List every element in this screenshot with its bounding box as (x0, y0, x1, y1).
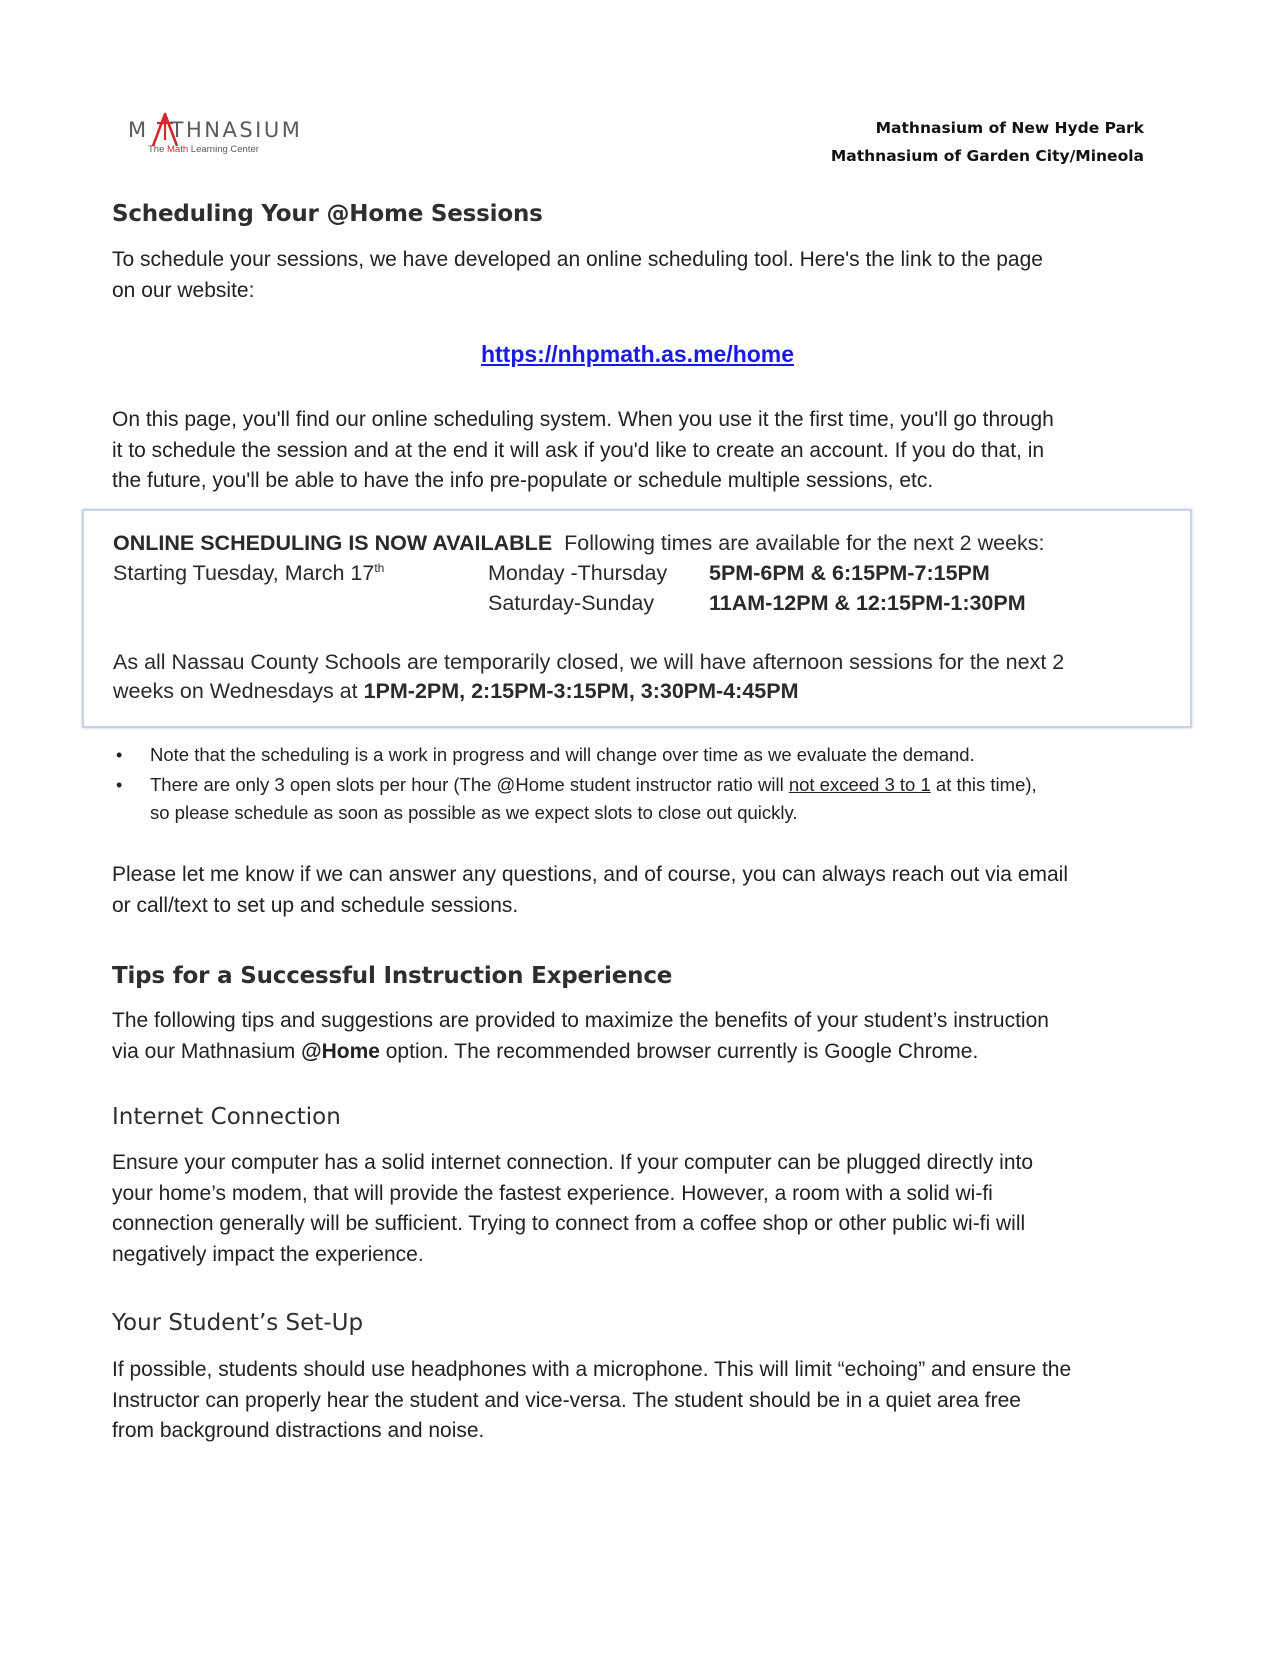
schedule-announcement-box (82, 509, 1192, 728)
section-title-tips: Tips for a Successful Instruction Experience (112, 963, 673, 989)
logo-tagline: The Math Learning Center (148, 144, 259, 155)
weekday-times: 5PM-6PM & 6:15PM-7:15PM (709, 561, 990, 585)
mathnasium-logo (128, 116, 303, 162)
intro-paragraph: To schedule your sessions, we have developed an online scheduling tool. Here's the link to the page on our website: (112, 248, 1043, 302)
bullet-icon: • (116, 745, 123, 765)
setup-paragraph: If possible, students should use headphones with a microphone. This will limit “echoing” and ensure the Instructor can properly hear the student and vice-versa. The student should be in a quiet area free from background distractions and noise. (112, 1358, 1072, 1442)
section-title-setup: Your Student’s Set-Up (112, 1310, 364, 1336)
section-title-internet: Internet Connection (112, 1104, 341, 1130)
schools-closed-note-line2: weeks on Wednesdays at 1PM-2PM, 2:15PM-3:15PM, 3:30PM-4:45PM (113, 679, 799, 703)
schedule-headline: ONLINE SCHEDULING IS NOW AVAILABLE Following times are available for the next 2 weeks: (113, 531, 1045, 555)
section-title-scheduling: Scheduling Your @Home Sessions (112, 201, 543, 227)
scheduling-link[interactable]: https://nhpmath.as.me/home (480, 341, 795, 367)
weekday-label: Monday -Thursday (488, 561, 668, 585)
organization-names (831, 114, 1144, 170)
weekend-label: Saturday-Sunday (488, 591, 655, 615)
link-line (0, 341, 1275, 368)
scheduling-system-paragraph: On this page, you'll find our online scheduling system. When you use it the first time, you'll go through it to schedule the session and at the end it will ask if you'd like to create an account. If you do that, in the future, you'll be able to have the info pre-populate or schedule multiple sessions, etc. (112, 408, 1054, 492)
closing-paragraph: Please let me know if we can answer any questions, and of course, you can always reach out via email or call/text to set up and schedule sessions. (112, 863, 1069, 917)
schools-closed-note-line1: As all Nassau County Schools are temporarily closed, we will have afternoon sessions for the next 2 (113, 650, 1065, 674)
internet-paragraph: Ensure your computer has a solid internet connection. If your computer can be plugged directly into your home’s modem, that will provide the fastest experience. However, a room with a solid wi-fi connection generally will be sufficient. Trying to connect from a coffee shop or other public wi-fi will negatively impact the experience. (112, 1151, 1034, 1266)
start-date: Starting Tuesday, March 17th (113, 561, 385, 586)
logo-wordmark-visible: M THNASIUM (128, 118, 303, 142)
bullet-icon: • (116, 775, 123, 795)
tips-paragraph: The following tips and suggestions are provided to maximize the benefits of your student’s instruction via our Mathnasium @Home option. The recommended browser currently is Google Chrome. (112, 1009, 1049, 1063)
org-line-2: Mathnasium of Garden City/Mineola (830, 147, 1144, 165)
weekend-times: 11AM-12PM & 12:15PM-1:30PM (709, 591, 1026, 615)
org-line-1: Mathnasium of New Hyde Park (875, 119, 1144, 137)
